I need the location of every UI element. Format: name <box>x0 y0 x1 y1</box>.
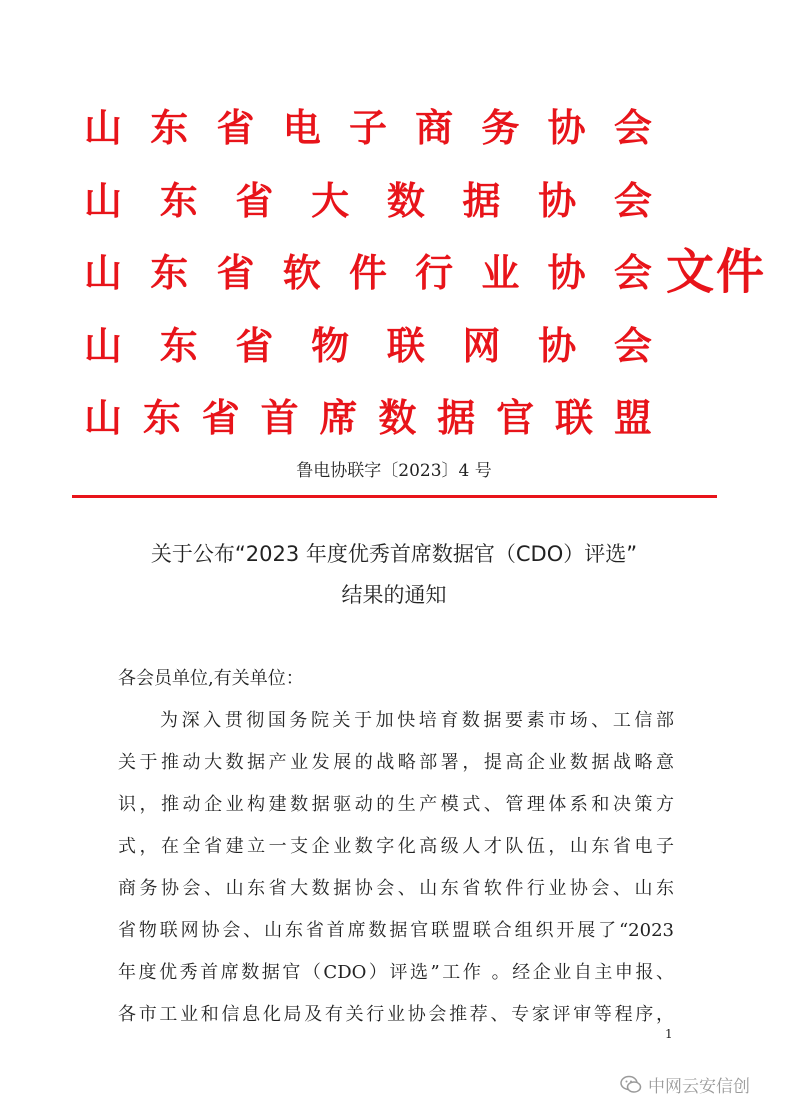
page-number: 1 <box>665 1027 673 1041</box>
org-name-char: 席 <box>319 396 358 440</box>
org-name-char: 业 <box>481 251 520 295</box>
org-name-char: 据 <box>437 396 476 440</box>
org-name-char: 电 <box>282 106 321 150</box>
org-name-char: 会 <box>613 251 652 295</box>
org-name-char: 山 <box>84 396 123 440</box>
org-line-bigdata <box>84 179 652 223</box>
org-line-ecommerce <box>84 106 652 150</box>
org-name-char: 官 <box>496 396 535 440</box>
org-name-char: 东 <box>142 396 181 440</box>
notice-title-line-1: 关于公布“2023 年度优秀首席数据官（CDO）评选” <box>150 542 638 566</box>
org-name-char: 东 <box>150 251 189 295</box>
body-line: 为深入贯彻国务院关于加快培育数据要素市场、工信部 <box>160 710 674 731</box>
org-name-char: 山 <box>84 106 123 150</box>
org-name-char: 省 <box>201 396 240 440</box>
org-name-char: 盟 <box>613 396 652 440</box>
document-header <box>0 0 788 500</box>
org-name-char: 省 <box>235 179 274 223</box>
salutation: 各会员单位,有关单位： <box>118 668 304 689</box>
org-name-char: 商 <box>415 106 454 150</box>
document-number: 鲁电协联字〔2023〕4 号 <box>296 461 492 481</box>
wechat-icon <box>620 1075 642 1095</box>
org-name-char: 数 <box>378 396 417 440</box>
org-name-char: 联 <box>386 324 425 368</box>
org-name-char: 东 <box>159 324 198 368</box>
org-name-char: 山 <box>84 324 123 368</box>
org-name-char: 件 <box>348 251 387 295</box>
org-name-char: 协 <box>538 179 577 223</box>
org-line-software <box>84 251 652 295</box>
org-name-char: 山 <box>84 251 123 295</box>
org-line-iot <box>84 324 652 368</box>
body-line: 关于推动大数据产业发展的战略部署，提高企业数据战略意 <box>118 752 674 773</box>
org-name-char: 数 <box>386 179 425 223</box>
org-name-char: 省 <box>216 251 255 295</box>
body-line: 识，推动企业构建数据驱动的生产模式、管理体系和决策方 <box>118 794 674 815</box>
org-name-char: 协 <box>538 324 577 368</box>
org-name-char: 务 <box>481 106 520 150</box>
org-name-char: 省 <box>235 324 274 368</box>
org-name-char: 子 <box>348 106 387 150</box>
org-name-char: 会 <box>613 106 652 150</box>
body-line: 式，在全省建立一支企业数字化高级人才队伍，山东省电子 <box>118 836 674 857</box>
org-name-char: 物 <box>311 324 350 368</box>
source-watermark <box>620 1072 750 1097</box>
body-line: 商务协会、山东省大数据协会、山东省软件行业协会、山东 <box>118 878 674 899</box>
org-line-cdo-alliance <box>84 396 652 440</box>
org-name-char: 会 <box>613 179 652 223</box>
body-line: 各市工业和信息化局及有关行业协会推荐、专家评审等程序， <box>118 1004 674 1025</box>
org-name-char: 网 <box>462 324 501 368</box>
watermark-text: 中网云安信创 <box>648 1077 750 1097</box>
org-name-char: 大 <box>311 179 350 223</box>
org-name-char: 省 <box>216 106 255 150</box>
org-name-char: 会 <box>613 324 652 368</box>
org-name-char: 软 <box>282 251 321 295</box>
org-name-char: 联 <box>555 396 594 440</box>
red-divider <box>72 495 717 498</box>
notice-title-line-2: 结果的通知 <box>341 583 447 607</box>
org-name-char: 东 <box>150 106 189 150</box>
org-name-char: 协 <box>547 106 586 150</box>
org-name-char: 据 <box>462 179 501 223</box>
body-line: 省物联网协会、山东省首席数据官联盟联合组织开展了“2023 <box>118 920 674 941</box>
org-name-char: 山 <box>84 179 123 223</box>
org-name-char: 东 <box>159 179 198 223</box>
org-name-char: 行 <box>415 251 454 295</box>
document-type-label: 文件 <box>666 244 767 300</box>
body-line: 年度优秀首席数据官（CDO）评选”工作 。经企业自主申报、 <box>118 962 674 983</box>
org-name-char: 首 <box>260 396 299 440</box>
org-name-char: 协 <box>547 251 586 295</box>
